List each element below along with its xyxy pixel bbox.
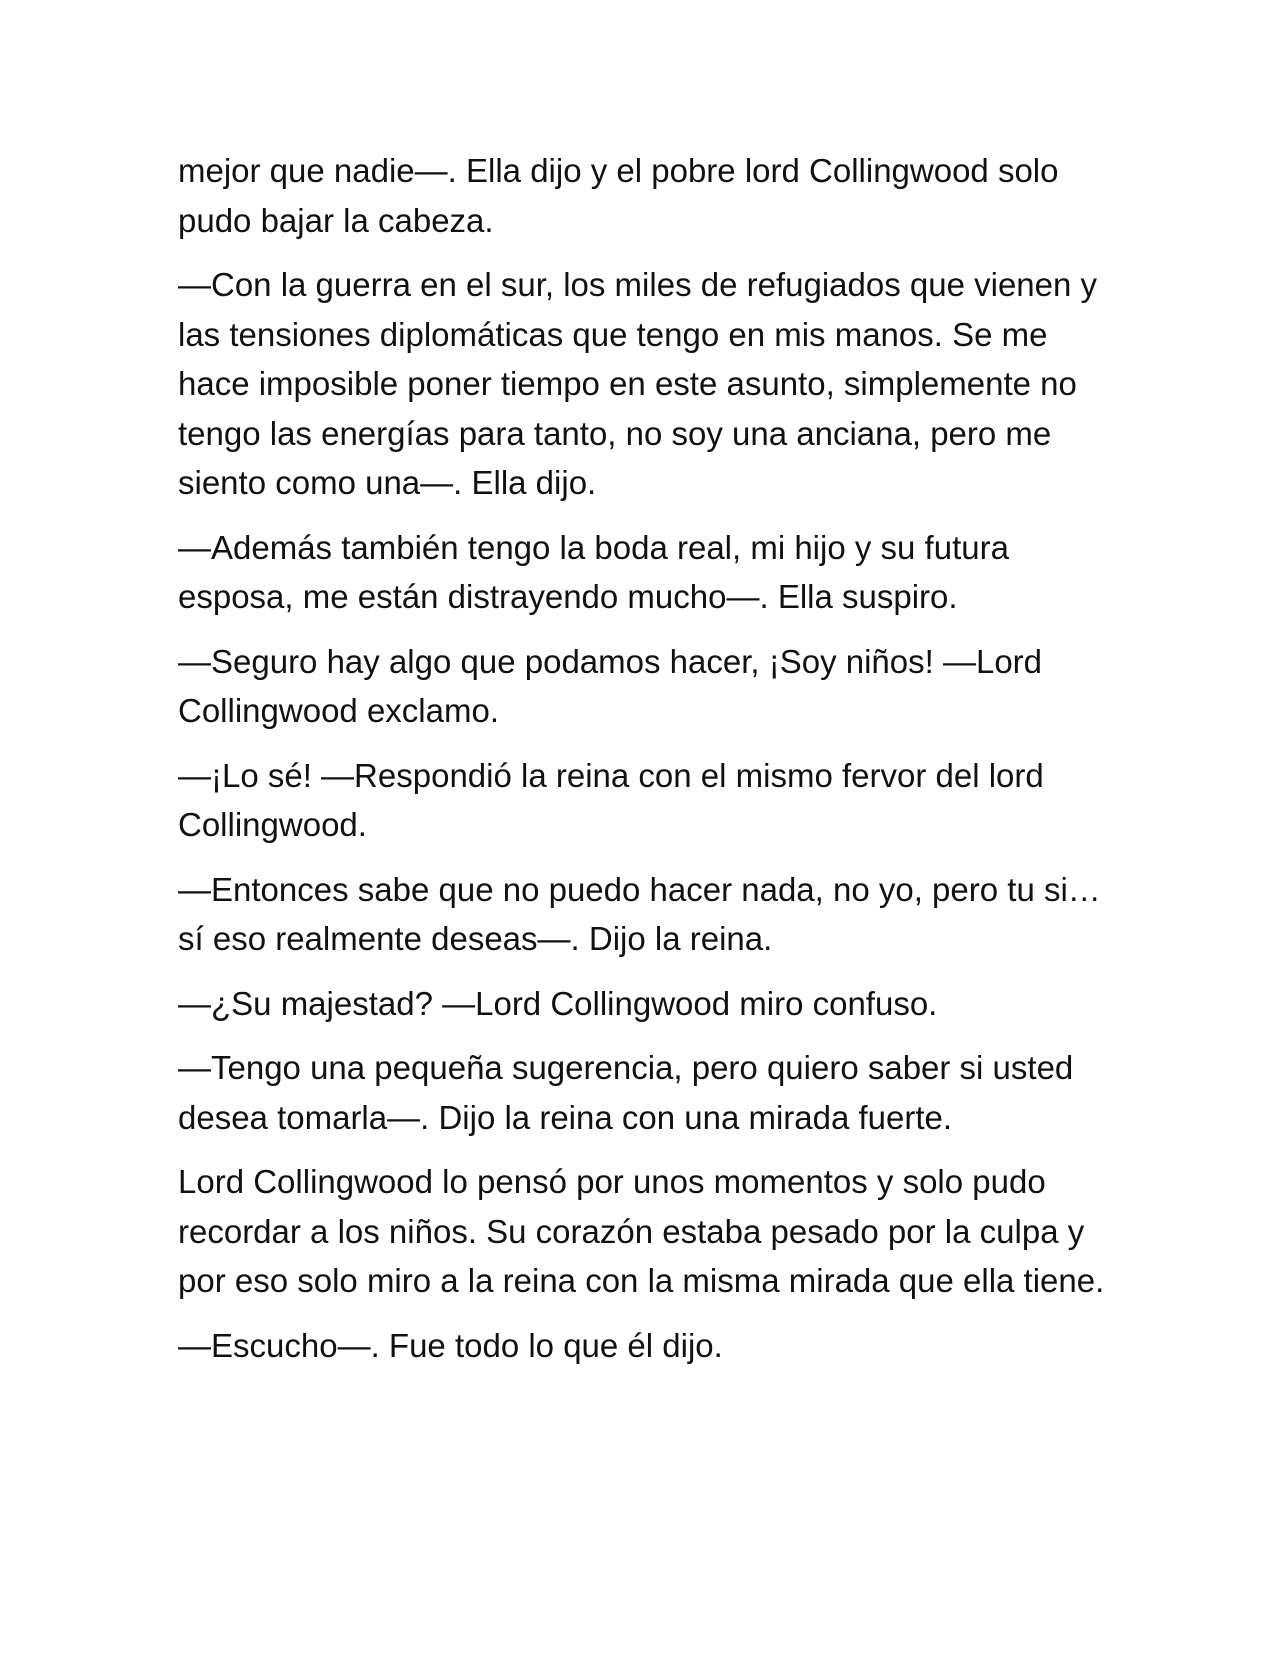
paragraph: Lord Collingwood lo pensó por unos momentos y solo pudo recordar a los niños. Su corazón estaba pesado por la culpa y por eso solo miro a la reina con la misma mirada que ella tiene.: [178, 1163, 1105, 1299]
paragraph: —Escucho—. Fue todo lo que él dijo.: [178, 1326, 723, 1364]
paragraph: —¿Su majestad? —Lord Collingwood miro confuso.: [178, 984, 938, 1022]
paragraph: mejor que nadie—. Ella dijo y el pobre lord Collingwood solo pudo bajar la cabeza.: [178, 152, 1059, 239]
paragraph: —Entonces sabe que no puedo hacer nada, no yo, pero tu si… sí eso realmente deseas—. Dijo la reina.: [178, 870, 1101, 957]
paragraph: —Seguro hay algo que podamos hacer, ¡Soy niños! —Lord Collingwood exclamo.: [178, 642, 1043, 729]
paragraph: —Con la guerra en el sur, los miles de refugiados que vienen y las tensiones diplomáticas que tengo en mis manos. Se me hace imposible poner tiempo en este asunto, simplemente no tengo las energías para tanto, no soy una anciana, pero me siento como una—. Ella dijo.: [178, 266, 1098, 501]
paragraph: —¡Lo sé! —Respondió la reina con el mismo fervor del lord Collingwood.: [178, 756, 1044, 843]
paragraph: —Además también tengo la boda real, mi hijo y su futura esposa, me están distrayendo mucho—. Ella suspiro.: [178, 528, 1009, 615]
document-body: [178, 146, 1118, 1385]
paragraph: —Tengo una pequeña sugerencia, pero quiero saber si usted desea tomarla—. Dijo la reina con una mirada fuerte.: [178, 1049, 1074, 1136]
